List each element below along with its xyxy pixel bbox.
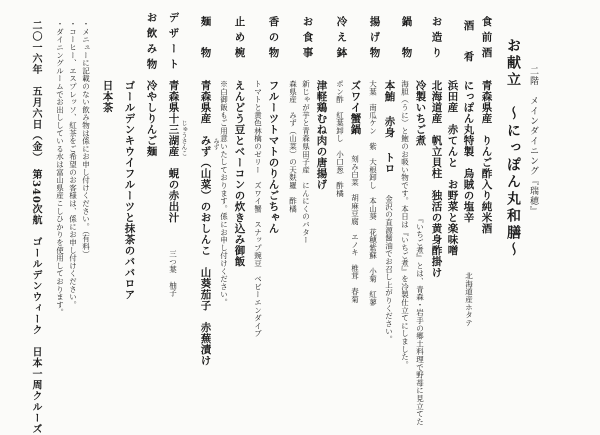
item-shokuzenshu: 青森県産 りんご酢入り純米酒 <box>480 80 493 234</box>
notice-3: ・ダイニングルームでお出ししている水は富山県産こしひかりを使用しております。 <box>55 20 65 317</box>
item-otsukuri-1b: 赤身 <box>383 116 396 138</box>
item-otsukuri-1a: 本鮪 <box>383 80 396 102</box>
item-sakana-note-2: 海胆（うに）と鮑のお吸い物です。本日は『いちご煮』を冷製仕立てにしました。 <box>400 80 410 369</box>
item-tomewan-note: 三つ葉 柚子 <box>168 250 178 297</box>
item-agemono-1: 津軽鶏むね肉の唐揚げ <box>315 80 328 190</box>
category-nabe: 鍋 物 <box>400 16 413 63</box>
item-dessert-1: ゴールデンキウイフルーツと抹茶のババロア <box>123 80 136 300</box>
item-nabe-2: ポン酢 紅葉卸し 小口葱 酢橘 <box>335 80 345 197</box>
item-otsukuri-2: 大葉 南瓜ケン 紫 大根卸し 本山葵 花穂紫蘇 小菊 紅蓼 <box>368 80 378 307</box>
category-tomewan: 止め椀 <box>233 16 246 63</box>
item-hiebachi-1: フルーツトマトのりんごちゃん <box>267 80 280 234</box>
item-tomewan-1: 青森県十三湖産 蜆の赤出汁 <box>167 80 180 223</box>
menu-title: お献立 〜にっぽん丸和膳〜 <box>505 38 521 259</box>
notice-1: ・メニューに記載のない飲み物は係にお申し付けください。（有料） <box>81 20 91 259</box>
item-sakana-3: 北海道産 帆立貝柱 独活の黄身酢掛け <box>430 80 443 278</box>
item-oshokuji-2: ※白御飯もご用意いたしております。係にお申し付けください。 <box>219 80 229 307</box>
item-nabe-1-note: 刻み白菜 胡麻豆腐 エノキ 椎茸 春菊 <box>350 155 360 304</box>
item-agemono-2: 新じゃが芋と青森県田子産 にんにくのバター <box>301 80 311 244</box>
notice-2: ・コーヒー、エスプレッソ、紅茶をご希望のお客様は、係にお申し付けください。 <box>68 20 78 309</box>
item-hiebachi-2: トマトと黄色林檎のゼリー ズワイ蟹 スナップ豌豆 ベビーエンダイブ <box>253 80 263 338</box>
category-kounomono: 香の物 <box>267 16 280 63</box>
item-nabe-1: ズワイ蟹鍋 <box>349 80 362 135</box>
category-hiebachi: 冷え鉢 <box>335 16 348 63</box>
item-sakana-1: にっぽん丸特製 烏賊の塩辛 <box>462 80 475 223</box>
category-onomimono: お飲み物 <box>145 12 158 74</box>
menu-subtitle: 二階 メインダイニング『瑞穂』 <box>528 66 538 216</box>
item-sakana-1-note: 北海道産ホタテ <box>464 272 474 327</box>
item-menrui-1: 冷やしりんご麺 <box>145 80 158 157</box>
item-oshokuji-1: えんどう豆とベーコンの炊き込み御飯 <box>233 80 246 267</box>
category-sakana: 酒 肴 <box>462 20 475 67</box>
footer-date: 二〇一六年 五月六日（金） 第340次航 ゴールデンウィーク 日本一周クルーズ <box>30 20 41 435</box>
item-onomimono-1: 日本茶 <box>101 80 114 113</box>
ruby-mizu: みず <box>212 138 219 150</box>
item-agemono-3: 森県産 みず（山菜）の天麩羅 酢橘 <box>288 80 298 213</box>
category-oshokuji: お食事 <box>301 16 314 63</box>
category-otsukuri: お造り <box>430 16 443 63</box>
category-menrui: 麺 物 <box>199 16 212 63</box>
item-otsukuri-1-note: 金沢の直源醤油でお召し上がりください。 <box>384 195 394 344</box>
category-agemono: 揚げ物 <box>368 16 381 63</box>
item-otsukuri-1c: トロ <box>383 152 396 174</box>
item-sakana-2: 浜田産 赤てんと お野菜と楽味噌 <box>446 80 459 256</box>
category-dessert: デザート <box>167 12 180 74</box>
category-shokuzenshu: 食前酒 <box>480 16 493 63</box>
item-kounomono-1: 青森県産 みず（山菜）のおしんこ 山葵茄子 赤蕪漬け <box>199 80 212 366</box>
item-sakana-4: 冷製いちご煮 <box>414 80 427 146</box>
ruby-jusanko: じゅうさんこ <box>180 120 187 156</box>
item-sakana-note-1: 『いちご煮』とは、青森・岩手の郷土料理で野苺に見立てた <box>415 215 425 426</box>
